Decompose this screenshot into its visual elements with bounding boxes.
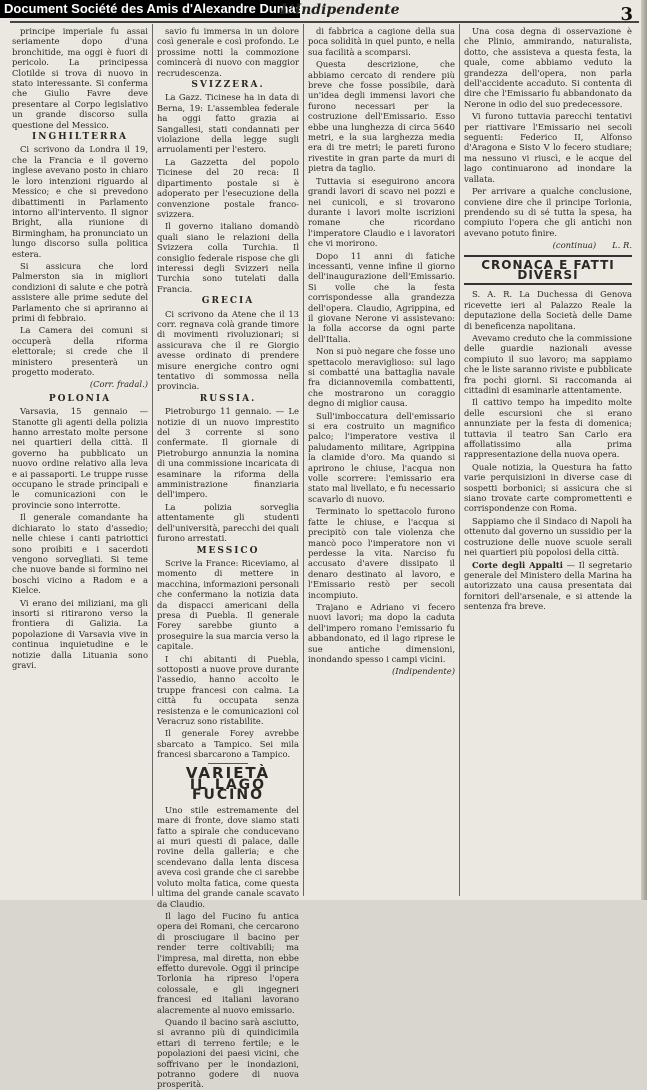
item-heading: Corte degli Appalti	[472, 559, 563, 570]
article-text: Pietroburgo 11 gennaio. — Le notizie di un nuovo imprestito del 3 corrente si sono confermate. Il giornale di Pietroburgo annunzia la nomina di una commissione incaricata di esaminare la riforma della amministrazione finanziaria dell'impero.	[157, 406, 299, 500]
header-rule	[10, 21, 639, 23]
article-text: Per arrivare a qualche conclusione, conviene dire che il principe Torlonia, prendendo su di sé tutta la spesa, ha compiuto l'opera che gli antichi non avevano potuto finire.	[464, 186, 632, 238]
article-signature: (Corr. fradal.)	[89, 379, 148, 390]
article-text: Quale notizia, la Questura ha fatto varie perquisizioni in diverse case di sospetti borbonici; si assicura che si siano trovate carte compromettenti e corrispondenze con Roma.	[464, 461, 632, 514]
article-text: La polizia sorveglia attentamente gli studenti dell'università, parecchi dei quali furono arrestati.	[157, 501, 299, 544]
article-text: Ci scrivono da Londra il 19, che la Francia e il governo inglese avevano posto in chiaro le loro intenzioni riguardo al Messico; e che si prevedono dibattimenti in Parlamento intorno all'intervento. Il signor Bright, alla riunione di Birmingham, ha pronunciato un lungo discorso sulla politica estera.	[12, 144, 148, 259]
column-2	[157, 26, 299, 1090]
article-text: Tuttavia si eseguirono ancora grandi lavori di scavo nei pozzi e nei cunicoli, e si trovarono durante i lavori molte iscrizioni romane che ricordano l'imperatore Claudio e i lavoratori che vi morirono.	[308, 175, 455, 249]
article-text: Vi erano dei miliziani, ma gli insorti si ritirarono verso la frontiera di Galizia. La popolazione di Varsavia vive in continua inquietudine e le notizie dalla Lituania sono gravi.	[12, 597, 148, 670]
column-4	[464, 26, 632, 896]
article-text: La Camera dei comuni si occuperà della riforma elettorale; si crede che il ministero presenterà un progetto moderato.	[12, 325, 148, 377]
section-heading-boxed: CRONACA E FATTI DIVERSI	[464, 255, 632, 286]
article-text: Il governo italiano domandò quali siano le relazioni della Svizzera colla Turchia. Il consiglio federale rispose che gli interessi degli Svizzeri nella Turchia sono tutelati dalla Francia.	[157, 221, 299, 294]
article-text: Ci scrivono da Atene che il 13 corr. regnava colà grande timore di movimenti rivoluzionari; si assicurava che il re Giorgio avesse ordinato di prendere misure energiche contro ogni tentativo di sommossa nella provincia.	[157, 308, 299, 392]
article-text: Dopo 11 anni di fatiche incessanti, venne infine il giorno dell'inaugurazione dell'Emissario. Si volle che la festa corrispondesse alla grandezza dell'opera. Claudio, Agrippina, ed il giovane Nerone vi assistevano: la folla accorse da ogni parte dell'Italia.	[308, 250, 455, 344]
column-rule	[459, 24, 460, 896]
article-text: Trajano e Adriano vi fecero nuovi lavori; ma dopo la caduta dell'impero romano l'emissario fu abbandonato, ed il lago riprese le sue antiche dimensioni, inondando spesso i campi vicini.	[308, 601, 455, 664]
article-signature	[464, 240, 632, 250]
article-text: Terminato lo spettacolo furono fatte le chiuse, e l'acqua si precipitò con tale violenza che mancò poco l'imperatore non vi perdesse la vita. Narciso fu accusato d'avere dissipato il denaro destinato al lavoro, e l'Emissario restò per secoli incompiuto.	[308, 506, 455, 600]
article-text	[464, 560, 632, 612]
article-text: Sappiamo che il Sindaco di Napoli ha ottenuto dal governo un sussidio per la costruzione delle nuove scuole serali nei quartieri più popolosi della città.	[464, 515, 632, 558]
article-text: Vi furono tuttavia parecchi tentativi per riattivare l'Emissario nei secoli seguenti: Federico II, Alfonso d'Aragona e Sisto V lo fecero studiare; ma nessuno vi riuscì, e le acque del lago continuarono ad inondare la vallata.	[464, 111, 632, 184]
article-text: Scrive la France: Riceviamo, al momento di mettere in macchina, informazioni personali che confermano la notizia data da dispacci americani della presa di Puebla. Il generale Forey sarebbe giunto a proseguire la sua marcia verso la capitale.	[157, 557, 299, 652]
article-text: Quando il bacino sarà asciutto, si avranno più di quindicimila ettari di terreno fertile; e le popolazioni dei paesi vicini, che soffrivano per le inondazioni, potranno godere di nuova prosperità.	[157, 1016, 299, 1090]
column-3	[308, 26, 455, 896]
article-text: Una cosa degna di osservazione è che Plinio, ammirando, naturalista, dotto, che assisteva a questa festa, la quale, come abbiamo veduto la grandezza dell'opera, non parla dell'accidente accaduto. Si contenta di dire che l'Emissario fu abbandonato da Nerone in odio del suo predecessore.	[464, 26, 632, 109]
section-heading: GRECIA	[201, 296, 255, 307]
article-text: Il lago del Fucino fu antica opera dei Romani, che cercarono di prosciugare il bacino per render terre coltivabili; ma l'impresa, mal diretta, non ebbe effetto durevole. Oggi il principe Torlonia ha ripreso l'opera colossale, e gli ingegneri francesi ed italiani lavorano alacremente al nuovo emissario.	[157, 910, 299, 1015]
article-text: Il generale comandante ha dichiarato lo stato d'assedio; nelle chiese i canti patriottici sono proibiti e i sacerdoti vengono sorvegliati. Si teme che nuove bande si formino nei boschi vicino a Radom e a Kielce.	[12, 512, 148, 596]
article-text: I chi abitanti di Puebla, sottoposti a nuove prove durante l'assedio, hanno accolto le truppe francesi con calma. La città fu occupata senza resistenza e le comunicazioni col Veracruz sono ristabilite.	[157, 653, 299, 726]
section-heading: POLONIA	[48, 393, 112, 404]
section-heading: RUSSIA.	[199, 393, 257, 404]
society-banner: Document Société des Amis d'Alexandre Dumas	[0, 0, 300, 18]
article-signature: (Indipendente)	[391, 666, 455, 677]
article-text: La Gazzetta del popolo Ticinese del 20 reca: Il dipartimento postale si è adoperato per l'esecuzione della convenzione postale franco-svizzera.	[157, 156, 299, 219]
column-rule	[152, 24, 153, 896]
column-rule	[303, 24, 304, 896]
item-text: — Il segretario generale del Ministero della Marina ha autorizzato una causa presentata dai fornitori dell'arsenale, e si attende la sentenza fra breve.	[464, 559, 632, 612]
article-text: S. A. R. La Duchessa di Genova ricevette ieri al Palazzo Reale la deputazione della Società delle Dame di beneficenza napolitana.	[464, 289, 632, 331]
article-text: La Gazz. Ticinese ha in data di Berna, 19: L'assemblea federale ha oggi fatto grazia ai Sangallesi, stati condannati per violazione della legge sugli arruolamenti per l'estero.	[157, 92, 299, 155]
page-edge-shadow	[641, 0, 647, 900]
column-1	[12, 26, 148, 896]
article-text: di fabbrica a cagione della sua poca solidità in quel punto, e nella sua facilità a scomparsi.	[308, 26, 455, 57]
section-heading: INGHILTERRA	[32, 132, 128, 143]
feature-title: VARIETÀ	[185, 763, 271, 782]
article-text: Sull'imboccatura dell'emissario si era costruito un magnifico palco; l'imperatore vestiva il paludamento militare, Agrippina la clamide d'oro. Ma quando si aprirono le chiuse, l'acqua non volle scorrere: l'emissario era stato mal livellato, e fu necessario scavarlo di nuovo.	[308, 410, 455, 504]
article-text: Non si può negare che fosse uno spettacolo meraviglioso: sul lago si combatté una battaglia navale fra diciannovemila combattenti, che mostrarono un coraggio degno di miglior causa.	[308, 346, 455, 409]
article-text: Il generale Forey avrebbe sbarcato a Tampico. Sei mila francesi sbarcarono a Tampico.	[157, 728, 299, 760]
continua-label: (continua)	[552, 240, 597, 251]
article-text: Uno stile estremamente del mare di fronte, dove siamo stati fatto a spirale che conducevano ai muri questi di palace, dalle rovine della galleria; e che scendevano dalla lenta discesa aveva così grande che ci sarebbe voluto molta fatica, come questa ultima del grande canale scavato da Claudio.	[157, 804, 299, 909]
article-text: Il cattivo tempo ha impedito molte delle escursioni che si erano annunziate per la festa di domenica; tuttavia il teatro San Carlo era affollatissimo alla prima rappresentazione della nuova opera.	[464, 397, 632, 460]
page-number: 3	[620, 4, 633, 25]
article-text: savio fu immersa in un dolore così generale e così profondo. Le prossime notti la commozione comincerà di nuovo con maggior recrudescenza.	[157, 26, 299, 78]
article-text: Varsavia, 15 gennaio — Stanotte gli agenti della polizia hanno arrestato molte persone nei quartieri della città. Il governo ha pubblicato un nuovo ordine relativo alla leva e ai passaporti. Le truppe russe occupano le strade principali e le comunicazioni con le provincie sono interrotte.	[12, 406, 148, 510]
feature-subtitle: IL LAGO FUCINO	[189, 777, 267, 804]
article-text: Si assicura che lord Palmerston sia in migliori condizioni di salute e che potrà assistere alle prime sedute del Parlamento che si apriranno ai primi di febbraio.	[12, 260, 148, 323]
masthead: L'Indipendente	[280, 2, 400, 18]
section-heading: SVIZZERA.	[191, 80, 265, 91]
author-initials: L. R.	[612, 240, 632, 251]
article-text: Avevamo creduto che la commissione delle guardie nazionali avesse compiuto il suo lavoro; ma sappiamo che le liste saranno riviste e pubblicate fra pochi giorni. Si raccomanda ai cittadini di esaminarle attentamente.	[464, 332, 632, 395]
article-text: principe imperiale fu assai seriamente dopo d'una bronchitide, ma oggi è fuori di pericolo. La principessa Clotilde si trova di nuovo in stato interessante. Si conferma che Giulio Favre deve presentare al Corpo legislativo un grande discorso sulla questione del Messico.	[12, 26, 148, 130]
section-heading: MESSICO	[196, 545, 260, 556]
article-text: Questa descrizione, che abbiamo cercato di rendere più breve che fosse possibile, darà un'idea degli immensi lavori che furono necessari per la costruzione dell'Emissario. Esso ebbe una lunghezza di circa 5640 metri, e la sua larghezza media era di tre metri; le pareti furono rivestite in gran parte da muri di pietra da taglio.	[308, 59, 455, 174]
